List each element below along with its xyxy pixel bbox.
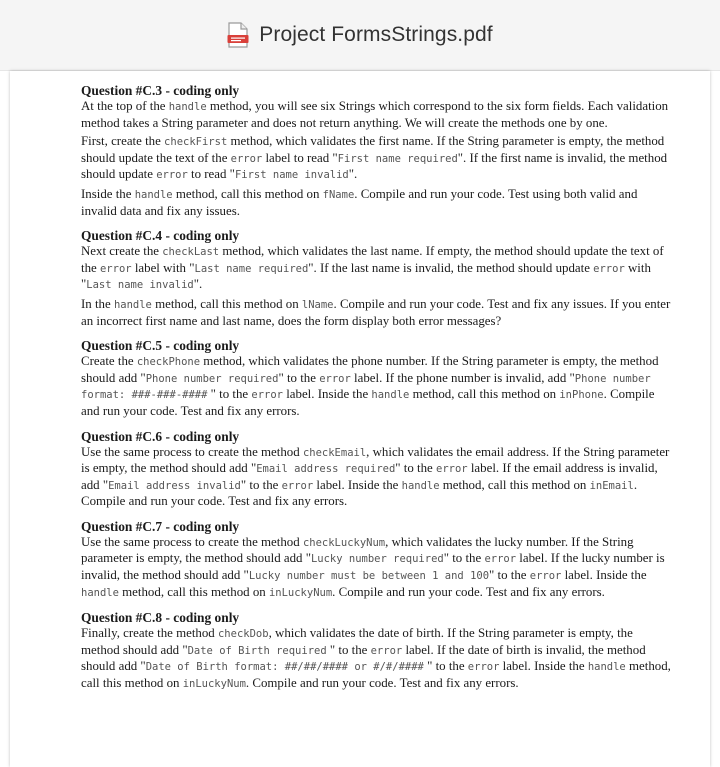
body-text: method, which validates the last name. If empty, the method should update the text of the: [81, 244, 664, 275]
code-identifier: checkEmail: [302, 446, 367, 459]
body-text: label. Inside the: [282, 387, 372, 402]
question-paragraph: [81, 535, 673, 601]
question-section: [81, 338, 673, 419]
code-identifier: handle: [168, 101, 207, 113]
body-text: . Compile and run your code. Test and fix any errors.: [81, 387, 655, 418]
body-text: Use the same process to create the method: [81, 444, 303, 459]
code-identifier: error: [281, 479, 314, 492]
code-identifier: First name invalid: [234, 169, 349, 182]
code-identifier: handle: [81, 586, 119, 599]
body-text: method, which validates the phone number. If the String parameter is empty, the method should add ": [81, 354, 659, 385]
question-paragraph: [81, 297, 673, 329]
code-identifier: handle: [134, 188, 173, 201]
body-text: label. If the phone number is invalid, add ": [350, 370, 575, 385]
body-text: to read ": [187, 167, 235, 182]
body-text: . Compile and run your code. Test and fix any errors.: [81, 477, 638, 509]
document-title: Project FormsStrings.pdf: [259, 23, 493, 46]
code-identifier: error: [467, 661, 500, 674]
code-identifier: Date of Birth required: [187, 644, 327, 657]
code-identifier: checkLuckyNum: [302, 536, 386, 549]
code-identifier: Email address required: [256, 463, 396, 476]
body-text: label. Inside the: [313, 477, 402, 492]
body-text: . Compile and run your code. Test and fix any issues. If you enter an incorrect first name and last name, does the form display both error messages?: [81, 296, 671, 328]
body-text: Next create the: [81, 244, 163, 259]
body-text: Create the: [81, 354, 137, 369]
code-identifier: error: [484, 553, 517, 566]
code-identifier: inPhone: [559, 389, 604, 402]
body-text: label. Inside the: [499, 659, 588, 674]
question-section: [81, 429, 673, 510]
code-identifier: fName: [322, 188, 355, 201]
code-identifier: inLuckyNum: [268, 586, 333, 599]
body-text: " to the: [278, 370, 320, 385]
body-text: label with ": [131, 260, 195, 275]
body-text: " to the: [443, 551, 485, 566]
body-text: ".: [193, 277, 203, 292]
code-identifier: Phone number required: [145, 372, 279, 385]
body-text: method, call this method on: [118, 584, 269, 599]
code-identifier: error: [319, 372, 351, 385]
pdf-page[interactable]: [10, 71, 710, 767]
question-heading: Question #C.3 - coding only: [81, 83, 240, 98]
question-paragraph: [81, 445, 673, 510]
body-text: " to the: [423, 659, 468, 674]
page-content: [81, 83, 673, 702]
code-identifier: Email address invalid: [108, 479, 241, 492]
body-text: label. If the lucky number is invalid, the method should add ": [81, 551, 665, 583]
code-identifier: error: [593, 262, 625, 275]
code-identifier: error: [529, 570, 562, 583]
code-identifier: Phone number format: ###-###-####: [81, 372, 651, 402]
code-identifier: First name required: [337, 152, 458, 165]
body-text: First, create the: [81, 134, 165, 149]
body-text: Finally, create the method: [81, 626, 218, 641]
question-paragraph: [81, 99, 673, 131]
question-heading: Question #C.5 - coding only: [81, 338, 240, 354]
body-text: At the top of the: [81, 99, 169, 113]
body-text: , which validates the lucky number. If the String parameter is empty, the method should add ": [81, 534, 634, 566]
question-heading: Question #C.8 - coding only: [81, 610, 240, 626]
title-bar: [0, 0, 720, 71]
code-identifier: handle: [113, 298, 152, 311]
code-identifier: error: [99, 262, 132, 275]
question-heading: Question #C.6 - coding only: [81, 428, 240, 444]
code-identifier: handle: [371, 389, 410, 402]
code-identifier: Last name invalid: [86, 279, 194, 292]
code-identifier: Lucky number must be between 1 and 100: [248, 570, 490, 583]
body-text: label. Inside the: [561, 568, 647, 583]
body-text: " to the: [326, 642, 371, 657]
body-text: , which validates the email address. If the String parameter is empty, the method should add ": [81, 444, 670, 476]
question-heading: Question #C.4 - coding only: [81, 228, 240, 244]
body-text: ". If the last name is invalid, the method should update: [308, 260, 594, 275]
question-paragraph: [81, 187, 673, 219]
body-text: ".: [348, 167, 358, 182]
code-identifier: inEmail: [589, 479, 634, 492]
body-text: label to read ": [262, 150, 338, 165]
code-identifier: error: [230, 152, 263, 165]
code-identifier: checkLast: [162, 246, 220, 259]
code-identifier: error: [370, 644, 403, 657]
code-identifier: Last name required: [194, 262, 309, 275]
code-identifier: handle: [587, 661, 626, 674]
question-paragraph: [81, 354, 673, 419]
question-section: [81, 610, 673, 692]
question-section: [81, 519, 673, 601]
code-identifier: lName: [301, 298, 334, 311]
code-identifier: error: [156, 169, 188, 182]
code-identifier: handle: [401, 479, 440, 492]
question-paragraph: [81, 626, 673, 692]
body-text: . Compile and run your code. Test and fix any errors.: [245, 676, 519, 691]
question-section: [81, 83, 673, 219]
code-identifier: error: [436, 463, 468, 476]
body-text: Inside the: [81, 186, 135, 201]
code-identifier: checkFirst: [164, 136, 228, 149]
body-text: method, call this method on: [409, 387, 560, 402]
body-text: method, which validates the first name. If the String parameter is empty, the method should update the text of the: [81, 134, 665, 165]
question-section: [81, 228, 673, 329]
code-identifier: checkPhone: [136, 356, 201, 369]
code-identifier: error: [251, 389, 283, 402]
body-text: . Compile and run your code. Test and fix any errors.: [332, 584, 605, 599]
body-text: " to the: [395, 461, 437, 476]
body-text: In the: [81, 296, 114, 311]
body-text: " to the: [240, 477, 282, 492]
body-text: with ": [81, 260, 651, 292]
question-heading: Question #C.7 - coding only: [81, 518, 240, 534]
pdf-file-icon: [227, 22, 249, 48]
code-identifier: inLuckyNum: [182, 678, 246, 691]
body-text: ". If the first name is invalid, the method should update: [81, 150, 668, 182]
body-text: . Compile and run your code. Test using both valid and invalid data and fix any issues.: [81, 186, 638, 218]
question-paragraph: [81, 134, 673, 184]
body-text: method, call this method on: [81, 659, 671, 691]
body-text: Use the same process to create the method: [81, 534, 303, 549]
body-text: method, you will see six Strings which correspond to the six form fields. Each validation method takes a String parameter and does not return anything. We will create the methods one by one.: [81, 99, 669, 130]
body-text: label. If the email address is invalid, add ": [81, 461, 658, 492]
body-text: method, call this method on: [151, 296, 302, 311]
body-text: " to the: [207, 387, 252, 402]
code-identifier: checkDob: [217, 628, 269, 641]
body-text: method, call this method on: [439, 477, 590, 492]
code-identifier: Date of Birth format: ##/##/#### or #/#/####: [145, 661, 424, 674]
body-text: " to the: [489, 568, 530, 583]
question-paragraph: [81, 244, 673, 294]
body-text: method, call this method on: [172, 186, 323, 201]
body-text: label. If the date of birth is invalid, the method should add ": [81, 642, 646, 674]
code-identifier: Lucky number required: [310, 553, 444, 566]
body-text: , which validates the date of birth. If the String parameter is empty, the method should add ": [81, 626, 633, 657]
